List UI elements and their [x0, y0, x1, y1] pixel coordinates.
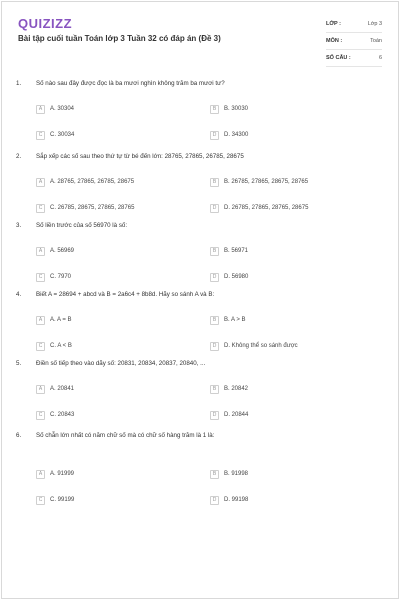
option-c[interactable]: [36, 195, 210, 221]
option-b[interactable]: [210, 461, 384, 487]
option-c[interactable]: [36, 264, 210, 290]
option-text: A. 91999: [50, 471, 75, 477]
option-a[interactable]: [36, 169, 210, 195]
option-text: D. 20844: [224, 412, 249, 418]
worksheet-meta: [326, 16, 382, 67]
option-text: A. 30304: [50, 106, 75, 112]
meta-row-subject: [326, 33, 382, 50]
option-text: A. 28765, 27865, 26785, 28675: [50, 179, 135, 185]
option-letter-box: C: [36, 131, 45, 140]
option-b[interactable]: [210, 307, 384, 333]
option-text: B. 91998: [224, 471, 249, 477]
option-a[interactable]: [36, 307, 210, 333]
option-letter-box: C: [36, 273, 45, 282]
option-b[interactable]: [210, 376, 384, 402]
option-letter-box: D: [210, 273, 219, 282]
quizizz-logo: QUIZIZZ: [18, 16, 73, 31]
option-d[interactable]: [210, 333, 384, 359]
option-a[interactable]: [36, 238, 210, 264]
option-letter-box: A: [36, 385, 45, 394]
option-letter-box: B: [210, 385, 219, 394]
option-text: C. 30034: [50, 132, 75, 138]
worksheet-header: [18, 16, 382, 68]
option-text: D. Không thể so sánh được: [224, 343, 298, 349]
option-letter-box: A: [36, 105, 45, 114]
question-5: [16, 358, 384, 430]
question-text: Sắp xếp các số sau theo thứ tự từ bé đến lớn: 28765, 27865, 26785, 28675: [36, 152, 244, 160]
option-c[interactable]: [36, 122, 210, 148]
option-text: D. 56980: [224, 274, 249, 280]
option-c[interactable]: [36, 487, 210, 513]
option-text: A. 20841: [50, 386, 75, 392]
worksheet-title: Bài tập cuối tuần Toán lớp 3 Tuần 32 có đáp án (Đề 3): [18, 34, 221, 43]
option-c[interactable]: [36, 333, 210, 359]
option-letter-box: C: [36, 342, 45, 351]
option-letter-box: C: [36, 204, 45, 213]
option-text: D. 26785, 27865, 28765, 28675: [224, 205, 309, 211]
option-letter-box: A: [36, 316, 45, 325]
meta-value: Lớp 3: [367, 21, 382, 27]
option-text: D. 99198: [224, 497, 249, 503]
option-d[interactable]: [210, 487, 384, 513]
question-text: Số chẵn lớn nhất có năm chữ số mà có chữ số hàng trăm là 1 là:: [36, 431, 215, 439]
option-letter-box: D: [210, 496, 219, 505]
question-2: [16, 151, 384, 220]
question-4: [16, 289, 384, 358]
option-a[interactable]: [36, 376, 210, 402]
question-1: [16, 78, 384, 151]
option-d[interactable]: [210, 402, 384, 428]
question-list: [16, 78, 384, 510]
option-a[interactable]: [36, 96, 210, 122]
option-text: B. 26785, 27865, 28675, 28765: [224, 179, 309, 185]
option-letter-box: A: [36, 247, 45, 256]
option-text: C. 7970: [50, 274, 72, 280]
option-letter-box: B: [210, 316, 219, 325]
meta-value: Toán: [370, 38, 382, 44]
option-d[interactable]: [210, 264, 384, 290]
option-letter-box: A: [36, 178, 45, 187]
option-text: C. 20843: [50, 412, 75, 418]
meta-label: SỐ CÂU :: [326, 55, 351, 61]
option-letter-box: B: [210, 178, 219, 187]
option-text: D. 34300: [224, 132, 249, 138]
meta-row-question-count: [326, 50, 382, 67]
option-a[interactable]: [36, 461, 210, 487]
option-letter-box: D: [210, 411, 219, 420]
question-text: Điền số tiếp theo vào dãy số: 20831, 20834, 20837, 20840, ...: [36, 359, 206, 367]
option-text: C. 26785, 28675, 27865, 28765: [50, 205, 135, 211]
option-letter-box: C: [36, 411, 45, 420]
meta-row-grade: [326, 16, 382, 33]
option-letter-box: A: [36, 470, 45, 479]
option-text: A. A = B: [50, 317, 72, 323]
question-number: 3.: [16, 221, 22, 229]
question-number: 4.: [16, 290, 22, 298]
meta-label: LỚP :: [326, 21, 341, 27]
question-text: Số nào sau đây được đọc là ba mươi nghìn không trăm ba mươi tư?: [36, 79, 225, 87]
option-text: C. A < B: [50, 343, 72, 349]
option-b[interactable]: [210, 169, 384, 195]
option-c[interactable]: [36, 402, 210, 428]
question-text: Số liền trước của số 56970 là số:: [36, 221, 128, 229]
option-text: B. 30030: [224, 106, 249, 112]
option-b[interactable]: [210, 96, 384, 122]
option-text: C. 99199: [50, 497, 75, 503]
worksheet-page: [1, 1, 399, 599]
option-letter-box: D: [210, 131, 219, 140]
question-text: Biết A = 28694 + abcd và B = 2a6c4 + 8b8d. Hãy so sánh A và B:: [36, 290, 215, 298]
option-letter-box: C: [36, 496, 45, 505]
option-d[interactable]: [210, 195, 384, 221]
option-letter-box: B: [210, 247, 219, 256]
option-b[interactable]: [210, 238, 384, 264]
option-letter-box: D: [210, 342, 219, 351]
option-letter-box: B: [210, 470, 219, 479]
question-3: [16, 220, 384, 289]
meta-value: 6: [378, 55, 382, 61]
question-number: 5.: [16, 359, 22, 367]
question-number: 1.: [16, 79, 22, 87]
option-text: A. 56969: [50, 248, 75, 254]
option-letter-box: B: [210, 105, 219, 114]
question-number: 6.: [16, 431, 22, 439]
question-number: 2.: [16, 152, 22, 160]
option-d[interactable]: [210, 122, 384, 148]
option-text: B. A > B: [224, 317, 246, 323]
meta-label: MÔN :: [326, 38, 343, 44]
option-text: B. 56971: [224, 248, 249, 254]
question-6: [16, 430, 384, 510]
option-text: B. 20842: [224, 386, 249, 392]
option-letter-box: D: [210, 204, 219, 213]
